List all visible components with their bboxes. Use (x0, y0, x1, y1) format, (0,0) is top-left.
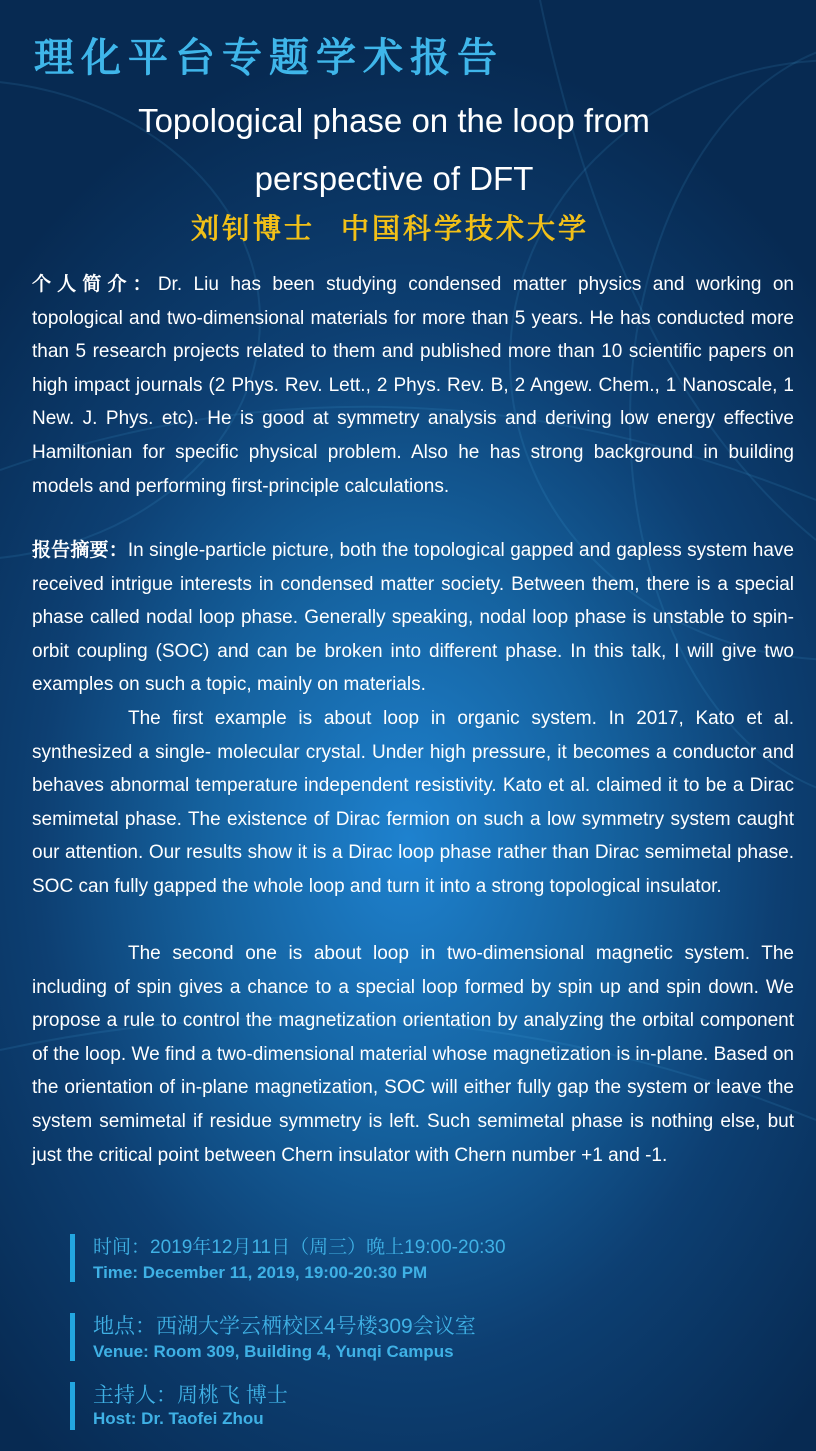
bio-paragraph (32, 268, 794, 503)
speaker-line (0, 207, 780, 247)
abstract-paragraph-2: The first example is about loop in organic system. In 2017, Kato et al. synthesized a single- molecular crystal. Under high pressure, it becomes a conductor and behaves abnormal temperature independent resistivity. Kato et al. claimed it to be a Dirac semimetal phase. The existence of Dirac fermion on such a low symmetry system caught our attention. Our results show it is a Dirac loop phase rather than Dirac semimetal phase. SOC can fully gapped the whole loop and turn it into a strong topological insulator. (32, 708, 794, 897)
abstract-label: 报告摘要： (32, 540, 128, 561)
talk-title-line1: Topological phase on the loop from (138, 102, 650, 139)
time-cn: 时间：2019年12月11日（周三）晚上19:00-20:30 (93, 1237, 506, 1258)
speaker-name: 刘钊博士 (190, 212, 315, 245)
venue-accent-bar (70, 1313, 75, 1361)
host-en: Host: Dr. Taofei Zhou (93, 1409, 264, 1428)
venue-cn: 地点：西湖大学云栖校区4号楼309会议室 (93, 1315, 476, 1338)
abstract-intro-text: In single-particle picture, both the topological gapped and gapless system have received intrigue interests in condensed matter society. Between them, there is a special phase called nodal loop phase. Generally speaking, nodal loop phase is unstable to spin-orbit coupling (SOC) and can be broken into different phase. In this talk, I will give two examples on such a topic, mainly on materials. (32, 540, 794, 696)
speaker-affiliation: 中国科学技术大学 (341, 212, 590, 245)
host-cn: 主持人：周桃飞 博士 (93, 1384, 288, 1407)
time-accent-bar (70, 1234, 75, 1282)
talk-title (0, 92, 788, 208)
abstract-intro-paragraph (32, 534, 794, 702)
header-title: 理化平台专题学术报告 (34, 34, 504, 81)
host-accent-bar (70, 1382, 75, 1430)
talk-title-line2: perspective of DFT (254, 160, 534, 197)
abstract-paragraph-3: The second one is about loop in two-dimensional magnetic system. The including of spin gives a chance to a special loop formed by spin up and spin down. We propose a rule to control the magnetization orientation by analyzing the orbital component of the loop. We find a two-dimensional material whose magnetization is in-plane. Based on the orientation of in-plane magnetization, SOC will either fully gap the system or leave the system semimetal if residue symmetry is left. Such semimetal phase is nothing else, but just the critical point between Chern insulator with Chern number +1 and -1. (32, 943, 794, 1166)
time-en: Time: December 11, 2019, 19:00-20:30 PM (93, 1263, 428, 1282)
bio-text: Dr. Liu has been studying condensed matter physics and working on topological and two-dimensional materials for more than 5 years. He has conducted more than 5 research projects related to them and published more than 10 scientific papers on high impact journals (2 Phys. Rev. Lett., 2 Phys. Rev. B, 2 Angew. Chem., 1 Nanoscale, 1 New. J. Phys. etc). He is good at symmetry analysis and deriving low energy effective Hamiltonian for specific physical problem. Also he has strong background in building models and performing first-principle calculations. (32, 274, 794, 497)
bio-label: 个人简介： (32, 274, 158, 295)
venue-en: Venue: Room 309, Building 4, Yunqi Campus (93, 1342, 454, 1361)
